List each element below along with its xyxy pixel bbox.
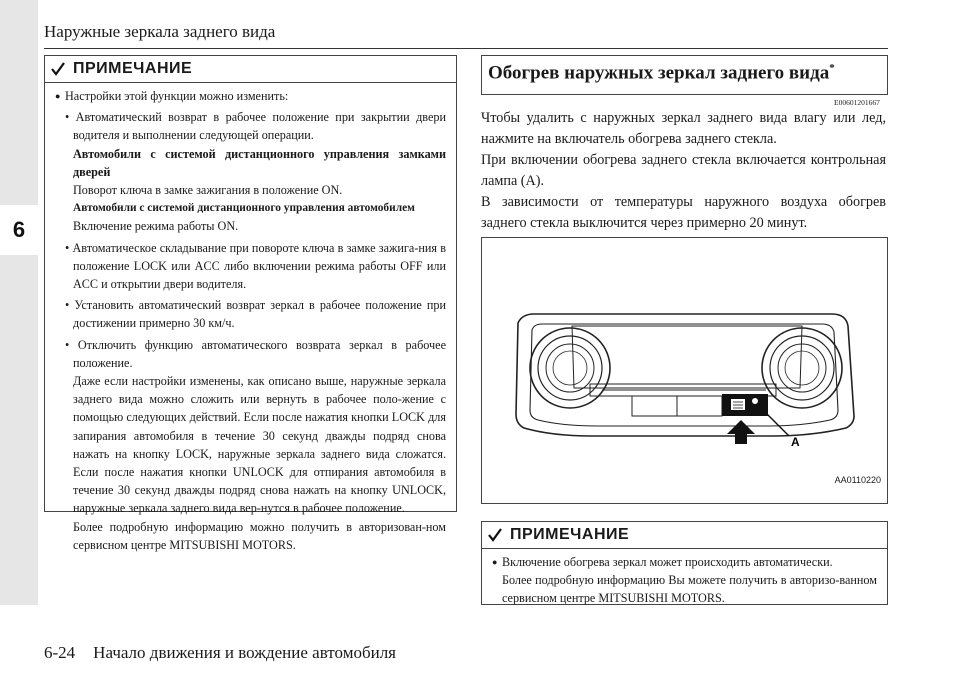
climate-panel-illustration — [482, 238, 887, 503]
note-subtext: Более подробную информацию можно получить в авторизован-ном сервисном центре MITSUBISHI MOTORS. — [73, 519, 446, 552]
figure-code: AA0110220 — [834, 475, 881, 485]
note-subtext: Поворот ключа в замке зажигания в положение ON. — [73, 183, 343, 198]
note-item: • Автоматический возврат в рабочее положение при закрытии двери водителя и выполнении следующей операции. — [65, 110, 446, 143]
note-item: • Установить автоматический возврат зеркал в рабочее положение при достижении примерно 30 км/ч. — [65, 298, 446, 331]
section-paragraph: Чтобы удалить с наружных зеркал заднего вида влагу или лед, нажмите на включатель обогрева заднего стекла. — [481, 110, 886, 147]
section-paragraph: В зависимости от температуры наружного воздуха обогрев заднего стекла выключится через примерно 20 минут. — [481, 194, 886, 231]
checkmark-icon — [51, 62, 65, 76]
note-text: ● Включение обогрева зеркал может происходить автоматически. — [492, 553, 877, 571]
right-note-box — [481, 521, 888, 605]
page-footer — [44, 643, 396, 663]
note-subtitle: Автомобили с системой дистанционного управления замками дверей — [73, 146, 446, 179]
chapter-tab: 6 — [0, 205, 38, 255]
label-a: A — [791, 435, 800, 449]
note-body — [45, 83, 456, 560]
left-note-box — [44, 55, 457, 552]
section-title — [488, 62, 835, 84]
section-paragraph: При включении обогрева заднего стекла включается контрольная лампа (A). — [481, 152, 886, 189]
note-intro: ● Настройки этой функции можно изменить: — [55, 87, 446, 105]
note-header — [45, 56, 456, 83]
figure-box — [481, 237, 888, 504]
note-body — [482, 549, 887, 614]
chapter-sidebar — [0, 0, 38, 605]
section-code: E00601201667 — [834, 98, 880, 107]
section-title-text: Обогрев наружных зеркал заднего вида — [488, 62, 830, 84]
section-asterisk: * — [829, 62, 835, 74]
note-label: ПРИМЕЧАНИЕ — [73, 60, 193, 77]
section-title-box — [481, 55, 888, 95]
page-header-title: Наружные зеркала заднего вида — [44, 22, 276, 41]
note-header — [482, 522, 887, 549]
note-subtitle: Автомобили с системой дистанционного управления автомобилем — [73, 202, 415, 215]
page-number: 6-24 — [44, 643, 76, 662]
footer-title: Начало движения и вождение автомобиля — [93, 643, 397, 662]
checkmark-icon — [488, 528, 502, 542]
note-text: Более подробную информацию Вы можете получить в авторизо-ванном сервисном центре MITSUBISHI MOTORS. — [502, 573, 877, 606]
note-label: ПРИМЕЧАНИЕ — [510, 526, 630, 543]
note-item: • Отключить функцию автоматического возврата зеркал в рабочее положение. — [65, 337, 446, 370]
header-rule — [44, 48, 888, 49]
note-subtext: Включение режима работы ON. — [73, 219, 239, 234]
note-item: • Автоматическое складывание при повороте ключа в замке зажига-ния в положение LOCK или ACC либо включении режима работы OFF или ACC и открытии двери водителя. — [65, 240, 446, 292]
note-subtext: Даже если настройки изменены, как описано выше, наружные зеркала заднего вида можно сложить или вернуть в рабочее поло-жение с помощью следующих действий. Если после нажатия кнопки LOCK для запирания автомобиля в течение 30 секунд дважды подряд снова нажать на кнопку LOCK, наружные зеркала заднего вида сложатся. Если после нажатия кнопки UNLOCK для отпирания автомобиля в течение 30 секунд дважды подряд снова нажать на кнопку UNLOCK, наружные зеркала заднего вида вер-нутся в рабочее положение. — [73, 374, 446, 516]
